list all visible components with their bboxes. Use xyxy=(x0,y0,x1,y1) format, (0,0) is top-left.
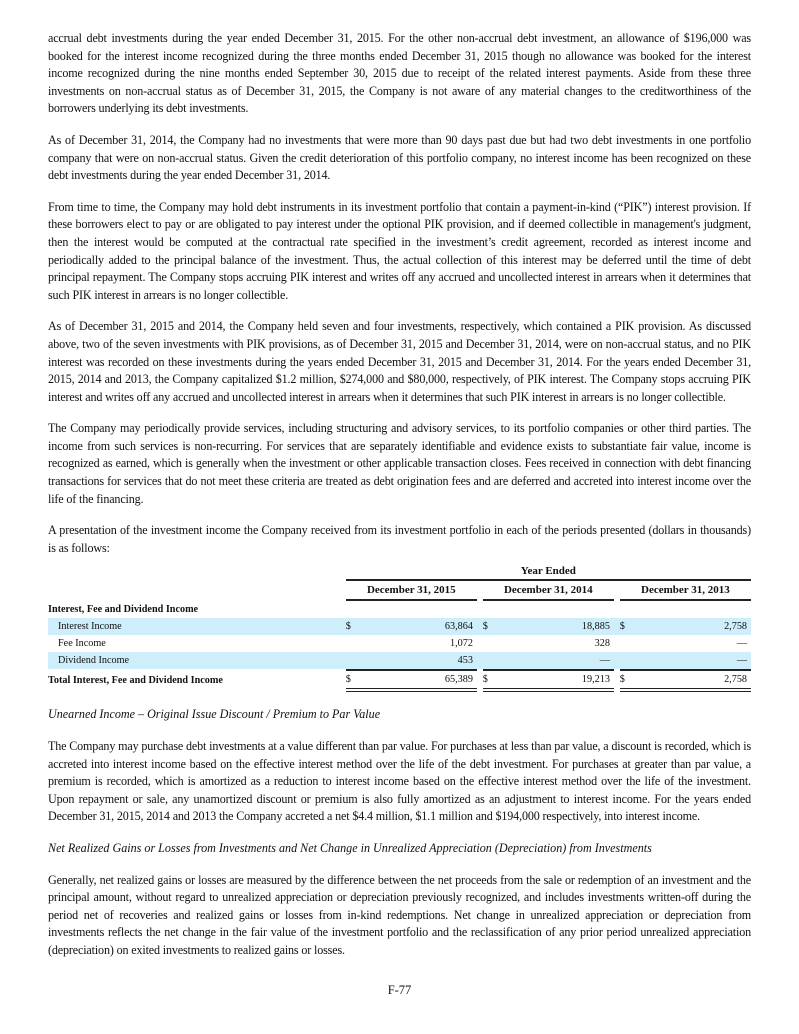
row-label: Fee Income xyxy=(58,638,106,650)
currency-symbol xyxy=(346,652,360,669)
table-row-fee-income xyxy=(48,635,751,652)
paragraph-non-accrual-2014: As of December 31, 2014, the Company had no investments that were more than 90 days past due but had two debt investments in one portfolio company that were on non-accrual status. Given the credit deterioration of this portfolio company, no interest income has been recognized on these debt investments during the year ended December 31, 2014. xyxy=(48,132,751,183)
currency-symbol: $ xyxy=(346,669,360,692)
investment-income-table xyxy=(48,563,751,692)
column-header-2014: December 31, 2014 xyxy=(483,581,614,601)
column-header-2015: December 31, 2015 xyxy=(346,581,477,601)
currency-symbol xyxy=(346,635,360,652)
section-label: Interest, Fee and Dividend Income xyxy=(48,604,199,616)
value-2015: 453 xyxy=(359,652,476,669)
document-page xyxy=(48,30,751,974)
paragraph-table-intro: A presentation of the investment income the Company received from its investment portfolio in each of the periods presented (dollars in thousands) is as follows: xyxy=(48,523,751,555)
currency-symbol xyxy=(620,635,634,652)
value-2015: 63,864 xyxy=(359,618,476,635)
year-ended-header: Year Ended xyxy=(346,563,751,581)
currency-symbol: $ xyxy=(620,669,634,692)
currency-symbol xyxy=(483,635,497,652)
row-label: Dividend Income xyxy=(48,652,346,669)
total-2014: 19,213 xyxy=(496,669,613,692)
total-2013: 2,758 xyxy=(633,669,751,692)
table-row-total xyxy=(48,669,751,692)
value-2014: 328 xyxy=(594,638,610,650)
currency-symbol: $ xyxy=(483,618,497,635)
value-2013: 2,758 xyxy=(633,618,751,635)
currency-symbol: $ xyxy=(346,618,360,635)
paragraph-pik-provision: From time to time, the Company may hold debt instruments in its investment portfolio that contain a payment-in-kind (“PIK”) interest provision. If these borrowers elect to pay or are obligated to pay interest under the optional PIK provision, and if deemed collectible in management's judgment, then the interest would be computed at the contractual rate specified in the investment’s credit agreement, recorded as interest income and periodically added to the principal balance of the investment. Thus, the actual collection of this interest may be deferred until the time of debt principal repayment. The Company stops accruing PIK interest and writes off any accrued and uncollected interest in arrears when it determines that such PIK interest in arrears is no longer collectible. xyxy=(48,199,751,302)
paragraph-services-income: The Company may periodically provide services, including structuring and advisory services, to its portfolio companies or other third parties. The income from such services is non-recurring. For services that are separately identifiable and evidence exists to substantiate fair value, income is recognized as earned, which is generally when the investment or other applicable transaction closes. Fees received in connection with debt financing transactions for services that do not meet these criteria are treated as debt origination fees and are deferred and accreted into interest income over the life of the financing. xyxy=(48,421,751,506)
currency-symbol: $ xyxy=(620,618,634,635)
section-heading-unearned-income: Unearned Income – Original Issue Discount / Premium to Par Value xyxy=(48,707,381,722)
total-2015: 65,389 xyxy=(359,669,476,692)
column-header-2013: December 31, 2013 xyxy=(620,581,751,601)
value-2014: — xyxy=(496,652,613,669)
paragraph-realized-gains: Generally, net realized gains or losses are measured by the difference between the net proceeds from the sale or redemption of an investment and the principal amount, without regard to unrealized appreciation or depreciation previously recognized, and includes investments written-off during the period net of recoveries and realized gains or losses from in-kind redemptions. Net change in unrealized appreciation or depreciation from investments reflects the net change in the fair value of the investment portfolio and the reclassification of any prior period unrealized appreciation (depreciation) on exited investments to realized gains or losses. xyxy=(48,872,751,957)
value-2014: 18,885 xyxy=(496,618,613,635)
value-2015: 1,072 xyxy=(449,638,473,650)
value-2013: — xyxy=(736,638,747,650)
paragraph-discount-premium: The Company may purchase debt investments at a value different than par value. For purchases at less than par value, a discount is recorded, which is accreted into interest income based on the effective interest method over the life of the debt investment. For purchases at greater than par value, a premium is recorded, which is amortized as a reduction to interest income based on the effective interest method over the life of the investment. Upon repayment or sale, any unamortized discount or premium is also fully amortized as an adjustment to interest income. For the years ended December 31, 2015, 2014 and 2013 the Company accreted a net $4.4 million, $1.1 million and $194,000 respectively, into interest income. xyxy=(48,739,751,824)
currency-symbol xyxy=(483,652,497,669)
table-row-interest-income xyxy=(48,618,751,635)
paragraph-pik-investments: As of December 31, 2015 and 2014, the Company held seven and four investments, respectively, which contained a PIK provision. As discussed above, two of the seven investments with PIK provisions, as of December 31, 2015 and December 31, 2014, were on non-accrual status, and no PIK interest was recorded on these investments during the years ended December 31, 2015 and December 31, 2014. For the years ended December 31, 2015, 2014 and 2013, the Company capitalized $1.2 million, $274,000 and $80,000, respectively, of PIK interest. The Company stops accruing PIK interest and writes off any accrued and uncollected interest in arrears when it determines that such PIK interest in arrears is no longer collectible. xyxy=(48,319,751,404)
currency-symbol xyxy=(620,652,634,669)
currency-symbol: $ xyxy=(483,669,497,692)
value-2013: — xyxy=(633,652,751,669)
table-row-dividend-income xyxy=(48,652,751,669)
total-label: Total Interest, Fee and Dividend Income xyxy=(48,675,223,687)
page-number: F-77 xyxy=(387,983,412,997)
section-heading-realized-gains: Net Realized Gains or Losses from Investments and Net Change in Unrealized Appreciation (Depreciation) from Investments xyxy=(48,841,652,855)
row-label: Interest Income xyxy=(48,618,346,635)
paragraph-non-accrual-2015: accrual debt investments during the year ended December 31, 2015. For the other non-accrual debt investment, an allowance of $196,000 was booked for the interest income recognized during the three months ended December 31, 2015 though no allowance was booked for the interest income recognized during the nine months ended September 30, 2015 due to receipt of the related interest payments. Aside from these three investments on non-accrual status as of December 31, 2015, the Company is not aware of any material changes to the creditworthiness of the borrowers underlying its debt investments. xyxy=(48,31,751,116)
